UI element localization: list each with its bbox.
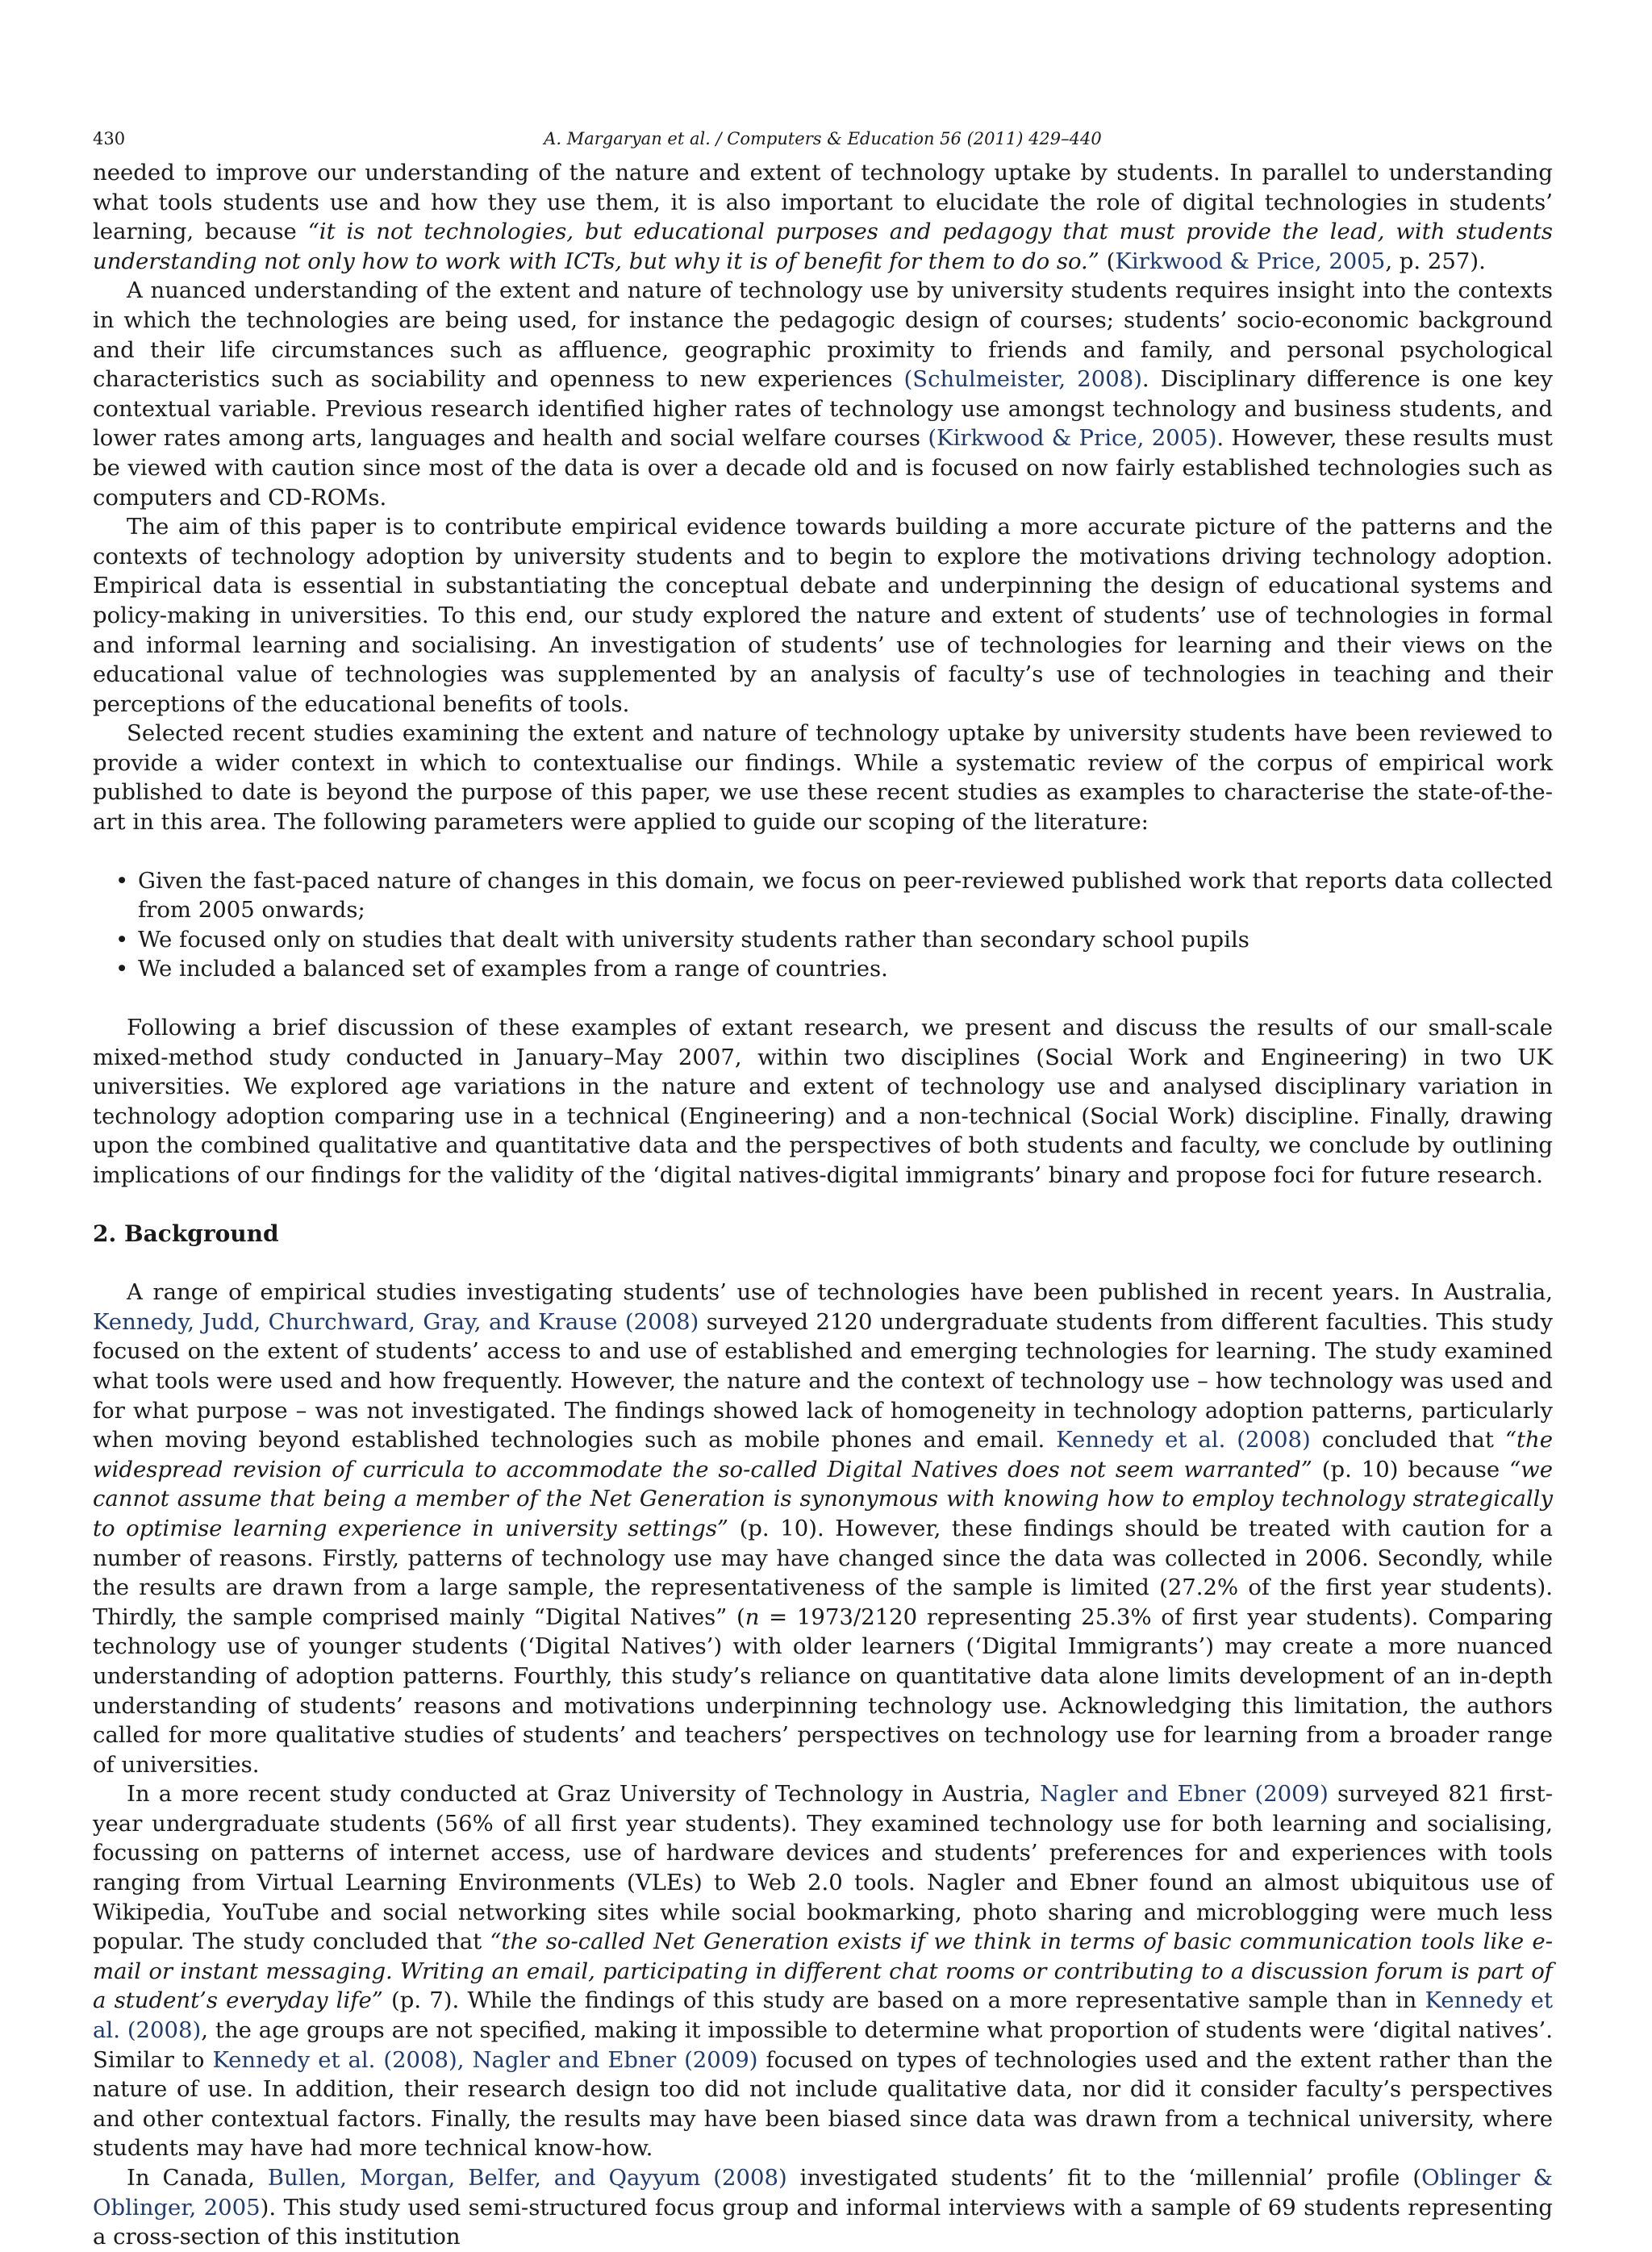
quotation: “the so-called Net Generation exists if we think in terms of basic communication tools like e-mail or instant messaging. Writing an email, participating in different chat rooms or contributing to a discussion forum is part of a student’s everyday life” <box>93 1929 1554 2014</box>
citation-link[interactable]: (Kirkwood & Price, 2005) <box>928 425 1217 452</box>
paragraph: Following a brief discussion of these examples of extant research, we present and discuss the results of our small-scale mixed-method study conducted in January–May 2007, within two disciplines (Social Work and Engineering) in two UK universities. We explored age variations in the nature and extent of technology use and analysed disciplinary variation in technology adoption comparing use in a technical (Engineering) and a non-technical (Social Work) discipline. Finally, drawing upon the combined qualitative and quantitative data and the perspectives of both students and faculty, we conclude by outlining implications of our findings for the validity of the ‘digital natives-digital immigrants’ binary and propose foci for future research. <box>93 1015 1553 1188</box>
paragraph: In a more recent study conducted at Graz University of Technology in Austria, Nagler and Ebner (2009) surveyed 821 first-year undergraduate students (56% of all first year students). They examined technology use for both learning and socialising, focussing on patterns of internet access, use of hardware devices and students’ preferences for and experiences with tools ranging from Virtual Learning Environments (VLEs) to Web 2.0 tools. Nagler and Ebner found an almost ubiquitous use of Wikipedia, YouTube and social networking sites while social bookmarking, photo sharing and microblogging were much less popular. The study concluded that “the so-called Net Generation exists if we think in terms of basic communication tools like e-mail or instant messaging. Writing an email, participating in different chat rooms or contributing to a discussion forum is part of a student’s everyday life” (p. 7). While the findings of this study are based on a more representative sample than in Kennedy et al. (2008), the age groups are not specified, making it impossible to determine what proportion of students were ‘digital natives’. Similar to Kennedy et al. (2008), Nagler and Ebner (2009) focused on types of technologies used and the extent rather than the nature of use. In addition, their research design too did not include qualitative data, nor did it consider faculty’s perspectives and other contextual factors. Finally, the results may have been biased since data was drawn from a technical university, where students may have had more technical know-how. <box>93 1781 1554 2162</box>
citation-link[interactable]: Oblinger & Oblinger, 2005 <box>93 2165 1553 2221</box>
quotation: “the widespread revision of curricula to accommodate the so-called Digital Natives does not seem warranted” <box>93 1427 1553 1483</box>
article-page <box>93 126 1553 2252</box>
citation-link[interactable]: Nagler and Ebner (2009) <box>1040 1781 1329 1808</box>
running-header <box>93 126 1553 158</box>
quotation: “we cannot assume that being a member of the Net Generation is synonymous with knowing how to employ technology strategically to optimise learning experience in university settings” <box>93 1456 1553 1541</box>
paragraph: Selected recent studies examining the extent and nature of technology uptake by university students have been reviewed to provide a wider context in which to contextualise our findings. While a systematic review of the corpus of empirical work published to date is beyond the purpose of this paper, we use these recent studies as examples to characterise the state-of-the-art in this area. The following parameters were applied to guide our scoping of the literature: <box>93 720 1553 836</box>
scoping-criteria-list <box>93 866 1553 984</box>
page-number: 430 <box>93 129 126 148</box>
list-item: • We included a balanced set of examples from a range of countries. <box>138 954 1553 984</box>
citation-link[interactable]: Kennedy et al. (2008) <box>93 1987 1553 2044</box>
journal-reference: A. Margaryan et al. / Computers & Education 56 (2011) 429–440 <box>544 129 1102 148</box>
citation-link[interactable]: Kennedy et al. (2008), Nagler and Ebner (2009) <box>212 2046 758 2073</box>
section-heading: 2. Background <box>93 1220 279 1247</box>
paragraph: A range of empirical studies investigating students’ use of technologies have been published in recent years. In Australia, Kennedy, Judd, Churchward, Gray, and Krause (2008) surveyed 2120 undergraduate students from different faculties. This study focused on the extent of students’ access to and use of established and emerging technologies for learning. The study examined what tools were used and how frequently. However, the nature and the context of technology use – how technology was used and for what purpose – was not investigated. The findings showed lack of homogeneity in technology adoption patterns, particularly when moving beyond established technologies such as mobile phones and email. Kennedy et al. (2008) concluded that “the widespread revision of curricula to accommodate the so-called Digital Natives does not seem warranted” (p. 10) because “we cannot assume that being a member of the Net Generation is synonymous with knowing how to employ technology strategically to optimise learning experience in university settings” (p. 10). However, these findings should be treated with caution for a number of reasons. Firstly, patterns of technology use may have changed since the data was collected in 2006. Secondly, while the results are drawn from a large sample, the representativeness of the sample is limited (27.2% of the first year students). Thirdly, the sample comprised mainly “Digital Natives” (n = 1973/2120 representing 25.3% of first year students). Comparing technology use of younger students (‘Digital Natives’) with older learners (‘Digital Immigrants’) may create a more nuanced understanding of adoption patterns. Fourthly, this study’s reliance on quantitative data alone limits development of an in-depth understanding of students’ reasons and motivations underpinning technology use. Acknowledging this limitation, the authors called for more qualitative studies of students’ and teachers’ perspectives on technology use for learning from a broader range of universities. <box>93 1279 1553 1778</box>
citation-link[interactable]: Kennedy et al. (2008) <box>1056 1427 1311 1453</box>
citation-link[interactable]: (Schulmeister, 2008) <box>903 366 1142 393</box>
article-body <box>93 158 1553 2252</box>
list-item: • Given the fast-paced nature of changes in this domain, we focus on peer-reviewed published work that reports data collected from 2005 onwards; <box>138 866 1553 925</box>
paragraph: needed to improve our understanding of the nature and extent of technology uptake by students. In parallel to understanding what tools students use and how they use them, it is also important to elucidate the role of digital technologies in students’ learning, because “it is not technologies, but educational purposes and pedagogy that must provide the lead, with students understanding not only how to work with ICTs, but why it is of benefit for them to do so.” (Kirkwood & Price, 2005, p. 257). <box>93 160 1553 274</box>
paragraph: A nuanced understanding of the extent and nature of technology use by university students requires insight into the contexts in which the technologies are being used, for instance the pedagogic design of courses; students’ socio-economic background and their life circumstances such as affluence, geographic proximity to friends and family, and personal psychological characteristics such as sociability and openness to new experiences (Schulmeister, 2008). Disciplinary difference is one key contextual variable. Previous research identified higher rates of technology use amongst technology and business students, and lower rates among arts, languages and health and social welfare courses (Kirkwood & Price, 2005). However, these results must be viewed with caution since most of the data is over a decade old and is focused on now fairly established technologies such as computers and CD-ROMs. <box>93 277 1553 511</box>
citation-link[interactable]: Bullen, Morgan, Belfer, and Qayyum (2008) <box>267 2165 787 2191</box>
list-item: • We focused only on studies that dealt with university students rather than secondary school pupils <box>138 925 1553 955</box>
paragraph: The aim of this paper is to contribute empirical evidence towards building a more accurate picture of the patterns and the contexts of technology adoption by university students and to begin to explore the motivations driving technology adoption. Empirical data is essential in substantiating the conceptual debate and underpinning the design of educational systems and policy-making in universities. To this end, our study explored the nature and extent of students’ use of technologies in formal and informal learning and socialising. An investigation of students’ use of technologies for learning and their views on the educational value of technologies was supplemented by an analysis of faculty’s use of technologies in teaching and their perceptions of the educational benefits of tools. <box>93 514 1553 717</box>
paragraph: In Canada, Bullen, Morgan, Belfer, and Qayyum (2008) investigated students’ fit to the ‘millennial’ profile (Oblinger & Oblinger, 2005). This study used semi-structured focus group and informal interviews with a sample of 69 students representing a cross-section of this institution <box>93 2165 1554 2250</box>
citation-link[interactable]: Kennedy, Judd, Churchward, Gray, and Krause (2008) <box>93 1308 699 1335</box>
quotation: “it is not technologies, but educational purposes and pedagogy that must provide the lead, with students understanding not only how to work with ICTs, but why it is of benefit for them to do so.” <box>93 219 1553 274</box>
citation-link[interactable]: Kirkwood & Price, 2005 <box>1115 248 1386 274</box>
